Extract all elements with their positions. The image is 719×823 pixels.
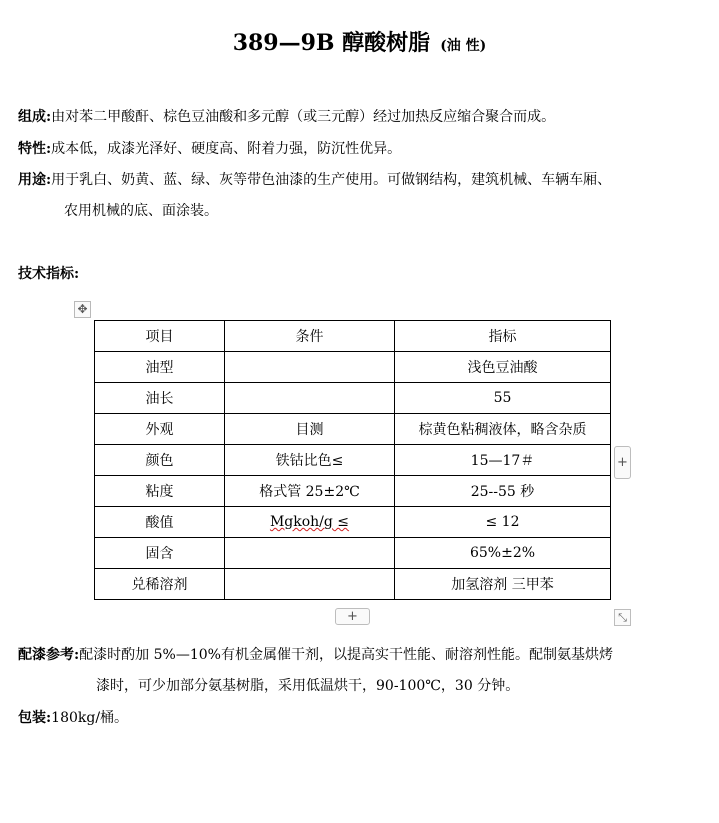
header-cell[interactable]: 条件 (225, 321, 395, 352)
table-cell[interactable]: 65%±2% (395, 538, 611, 569)
table-cell[interactable] (225, 507, 395, 538)
mixing-text-line2: 漆时，可少加部分氨基树脂，采用低温烘干，90-100℃，30 分钟。 (96, 678, 520, 694)
composition-label: 组成: (18, 109, 52, 125)
table-header-row (95, 321, 611, 352)
table-cell[interactable]: 油型 (95, 352, 225, 383)
packaging-paragraph (18, 708, 128, 728)
composition-text: 由对苯二甲酸酐、棕色豆油酸和多元醇（或三元醇）经过加热反应缩合聚合而成。 (51, 109, 556, 125)
table-cell[interactable] (225, 352, 395, 383)
table-cell[interactable] (225, 383, 395, 414)
table-cell[interactable]: 格式管 25±2℃ (225, 476, 395, 507)
usage-text-line2: 农用机械的底、面涂装。 (64, 203, 218, 219)
add-column-icon[interactable]: + (614, 446, 631, 479)
table-cell[interactable]: 外观 (95, 414, 225, 445)
table-cell[interactable]: 15—17＃ (395, 445, 611, 476)
title-sub: (油 性) (440, 38, 487, 54)
add-row-icon[interactable]: + (335, 608, 370, 625)
table-cell[interactable]: 油长 (95, 383, 225, 414)
spec-table (94, 320, 611, 600)
properties-text: 成本低，成漆光泽好、硬度高、附着力强，防沉性优异。 (51, 141, 402, 157)
table-row (95, 538, 611, 569)
spec-heading: 技术指标: (18, 266, 80, 282)
resize-icon[interactable]: ⤡ (614, 609, 631, 626)
packaging-label: 包装: (18, 710, 52, 726)
table-cell[interactable]: 兑稀溶剂 (95, 569, 225, 600)
table-row (95, 445, 611, 476)
composition-paragraph (18, 107, 555, 127)
move-handle-icon[interactable]: ✥ (74, 301, 91, 318)
table-row (95, 414, 611, 445)
table-row (95, 383, 611, 414)
table-cell[interactable]: 颜色 (95, 445, 225, 476)
title-main: 389—9B 醇酸树脂 (232, 30, 431, 56)
properties-paragraph (18, 139, 401, 159)
table-cell[interactable]: 浅色豆油酸 (395, 352, 611, 383)
mixing-label: 配漆参考: (18, 647, 80, 663)
table-cell[interactable]: 酸值 (95, 507, 225, 538)
document-title (0, 26, 719, 57)
table-row (95, 507, 611, 538)
mixing-text-line1: 配漆时酌加 5%—10%有机金属催干剂，以提高实干性能、耐溶剂性能。配制氨基烘烤 (79, 647, 613, 663)
packaging-text: 180kg/桶。 (51, 710, 129, 726)
table-row (95, 569, 611, 600)
table-cell[interactable] (225, 538, 395, 569)
table-cell[interactable]: 加氢溶剂 三甲苯 (395, 569, 611, 600)
spellcheck-text: Mgkoh/g ≤ (269, 514, 350, 530)
header-cell[interactable]: 项目 (95, 321, 225, 352)
table-cell[interactable]: 固含 (95, 538, 225, 569)
table-row (95, 352, 611, 383)
usage-paragraph (18, 170, 611, 190)
mixing-paragraph (18, 645, 613, 665)
table-cell[interactable]: 粘度 (95, 476, 225, 507)
table-cell[interactable]: 25--55 秒 (395, 476, 611, 507)
table-cell[interactable]: 棕黄色粘稠液体，略含杂质 (395, 414, 611, 445)
table-cell[interactable]: 55 (395, 383, 611, 414)
header-cell[interactable]: 指标 (395, 321, 611, 352)
table-cell[interactable]: ≤ 12 (395, 507, 611, 538)
table-cell[interactable]: 目测 (225, 414, 395, 445)
table-cell[interactable]: 铁钴比色≤ (225, 445, 395, 476)
usage-text-line1: 用于乳白、奶黄、蓝、绿、灰等带色油漆的生产使用。可做钢结构，建筑机械、车辆车厢、 (51, 172, 612, 188)
table-cell[interactable] (225, 569, 395, 600)
table-row (95, 476, 611, 507)
properties-label: 特性: (18, 141, 52, 157)
usage-label: 用途: (18, 172, 52, 188)
